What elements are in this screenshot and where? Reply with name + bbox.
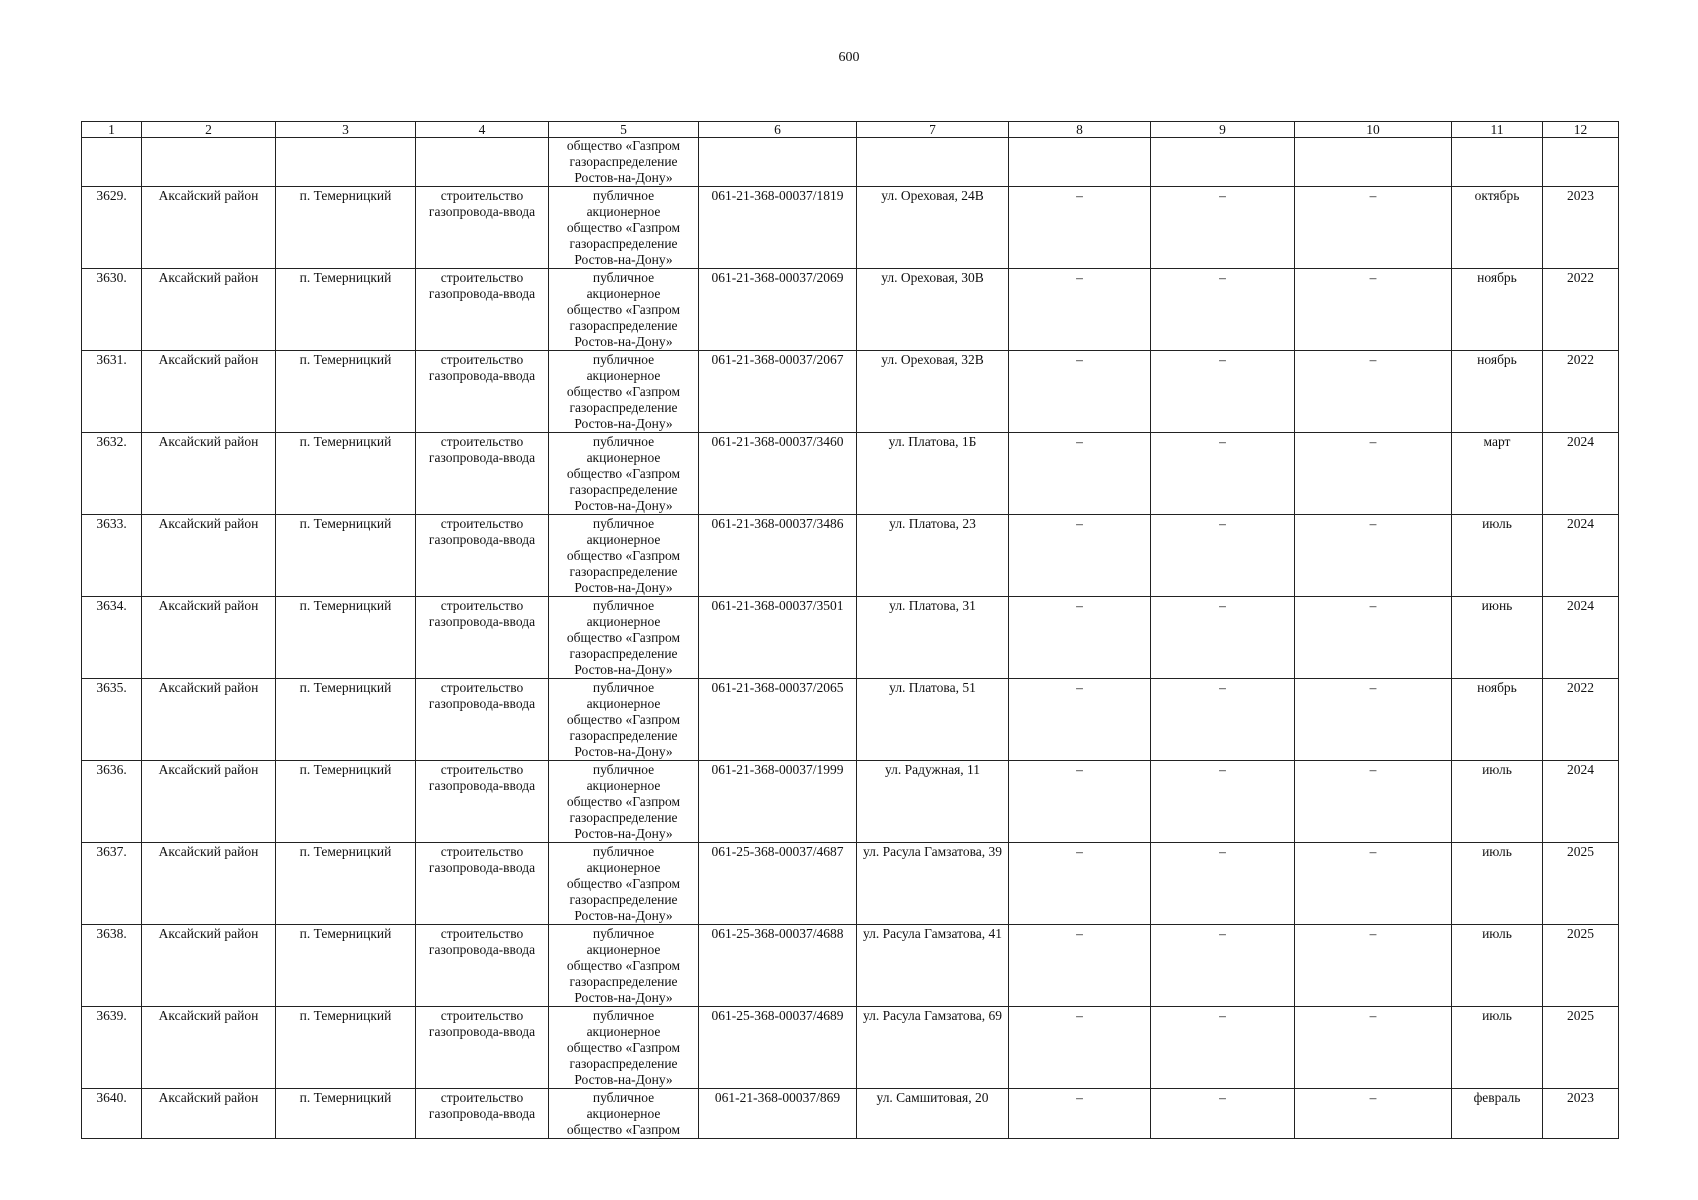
address-cell: ул. Ореховая, 30В	[857, 269, 1009, 351]
address-cell: ул. Расула Гамзатова, 41	[857, 925, 1009, 1007]
column-10-cell: –	[1295, 843, 1452, 925]
registry-code-cell: 061-25-368-00037/4687	[699, 843, 857, 925]
column-number-row	[82, 122, 1619, 138]
empty-cell	[276, 138, 416, 187]
column-header: 11	[1452, 122, 1543, 138]
organization-line: публичное	[592, 1008, 655, 1023]
registry-table	[81, 121, 1619, 1139]
organization-line: газораспределение	[569, 318, 678, 333]
column-10-cell: –	[1295, 761, 1452, 843]
settlement-cell: п. Темерницкий	[276, 597, 416, 679]
column-header: 1	[82, 122, 142, 138]
organization-line: публичное	[592, 188, 655, 203]
column-header: 3	[276, 122, 416, 138]
column-header: 7	[857, 122, 1009, 138]
settlement-cell: п. Темерницкий	[276, 269, 416, 351]
organization-line: общество «Газпром	[566, 384, 681, 399]
empty-cell	[1295, 138, 1452, 187]
column-header: 10	[1295, 122, 1452, 138]
work-type-cell: строительство газопровода-ввода	[416, 433, 549, 515]
column-10-cell: –	[1295, 1007, 1452, 1089]
column-8-cell: –	[1009, 597, 1151, 679]
page-number: 600	[838, 50, 860, 65]
month-cell: июль	[1452, 515, 1543, 597]
organization-cell	[549, 515, 699, 597]
organization-line: общество «Газпром	[566, 302, 681, 317]
settlement-cell: п. Темерницкий	[276, 1089, 416, 1139]
work-type-cell: строительство газопровода-ввода	[416, 351, 549, 433]
organization-line: газораспределение	[569, 564, 678, 579]
organization-cell	[549, 1007, 699, 1089]
column-10-cell: –	[1295, 187, 1452, 269]
organization-line: акционерное	[586, 450, 661, 465]
organization-line: Ростов-на-Дону»	[574, 416, 673, 431]
year-cell: 2024	[1543, 515, 1619, 597]
organization-line: газораспределение	[569, 892, 678, 907]
organization-cell	[549, 351, 699, 433]
column-9-cell: –	[1151, 1089, 1295, 1139]
column-10-cell: –	[1295, 269, 1452, 351]
organization-line: публичное	[592, 1090, 655, 1105]
organization-line: общество «Газпром	[566, 630, 681, 645]
column-10-cell: –	[1295, 515, 1452, 597]
organization-line: общество «Газпром	[566, 876, 681, 891]
organization-line: Ростов-на-Дону»	[574, 170, 673, 185]
address-cell: ул. Расула Гамзатова, 69	[857, 1007, 1009, 1089]
organization-cell	[549, 761, 699, 843]
organization-line: Ростов-на-Дону»	[574, 252, 673, 267]
column-header: 4	[416, 122, 549, 138]
column-9-cell: –	[1151, 1007, 1295, 1089]
column-header: 12	[1543, 122, 1619, 138]
organization-line: Ростов-на-Дону»	[574, 826, 673, 841]
work-type-cell: строительство газопровода-ввода	[416, 761, 549, 843]
organization-line: Ростов-на-Дону»	[574, 662, 673, 677]
registry-code-cell: 061-25-368-00037/4688	[699, 925, 857, 1007]
district-cell: Аксайский район	[142, 433, 276, 515]
district-cell: Аксайский район	[142, 187, 276, 269]
address-cell: ул. Ореховая, 32В	[857, 351, 1009, 433]
district-cell: Аксайский район	[142, 269, 276, 351]
month-cell: февраль	[1452, 1089, 1543, 1139]
column-9-cell: –	[1151, 269, 1295, 351]
organization-line: акционерное	[586, 286, 661, 301]
district-cell: Аксайский район	[142, 351, 276, 433]
empty-cell	[1151, 138, 1295, 187]
empty-cell	[142, 138, 276, 187]
district-cell: Аксайский район	[142, 843, 276, 925]
row-number-cell: 3640.	[82, 1089, 142, 1139]
row-number-cell: 3630.	[82, 269, 142, 351]
organization-line: газораспределение	[569, 236, 678, 251]
year-cell: 2023	[1543, 187, 1619, 269]
district-cell: Аксайский район	[142, 515, 276, 597]
registry-code-cell: 061-21-368-00037/3486	[699, 515, 857, 597]
organization-line: Ростов-на-Дону»	[574, 990, 673, 1005]
table-row	[82, 843, 1619, 925]
table-row	[82, 1007, 1619, 1089]
address-cell: ул. Самшитовая, 20	[857, 1089, 1009, 1139]
organization-line: публичное	[592, 680, 655, 695]
district-cell: Аксайский район	[142, 1007, 276, 1089]
month-cell: октябрь	[1452, 187, 1543, 269]
year-cell: 2022	[1543, 351, 1619, 433]
organization-line: газораспределение	[569, 974, 678, 989]
registry-code-cell: 061-21-368-00037/3460	[699, 433, 857, 515]
month-cell: ноябрь	[1452, 679, 1543, 761]
table-row	[82, 269, 1619, 351]
column-8-cell: –	[1009, 1007, 1151, 1089]
organization-cell	[549, 269, 699, 351]
organization-line: акционерное	[586, 1024, 661, 1039]
organization-line: Ростов-на-Дону»	[574, 580, 673, 595]
year-cell: 2024	[1543, 597, 1619, 679]
organization-line: Ростов-на-Дону»	[574, 1072, 673, 1087]
organization-line: акционерное	[586, 614, 661, 629]
organization-cell	[549, 138, 699, 187]
organization-line: Ростов-на-Дону»	[574, 498, 673, 513]
work-type-cell: строительство газопровода-ввода	[416, 843, 549, 925]
work-type-cell: строительство газопровода-ввода	[416, 515, 549, 597]
organization-line: общество «Газпром	[566, 712, 681, 727]
month-cell: июль	[1452, 1007, 1543, 1089]
column-10-cell: –	[1295, 1089, 1452, 1139]
column-8-cell: –	[1009, 679, 1151, 761]
row-number-cell: 3635.	[82, 679, 142, 761]
organization-cell	[549, 843, 699, 925]
row-number-cell: 3631.	[82, 351, 142, 433]
continuation-row	[82, 138, 1619, 187]
organization-cell	[549, 1089, 699, 1139]
table-row	[82, 351, 1619, 433]
column-8-cell: –	[1009, 925, 1151, 1007]
month-cell: ноябрь	[1452, 351, 1543, 433]
empty-cell	[1009, 138, 1151, 187]
settlement-cell: п. Темерницкий	[276, 761, 416, 843]
organization-line: Ростов-на-Дону»	[574, 908, 673, 923]
row-number-cell: 3633.	[82, 515, 142, 597]
table-row	[82, 597, 1619, 679]
column-9-cell: –	[1151, 843, 1295, 925]
column-9-cell: –	[1151, 187, 1295, 269]
empty-cell	[416, 138, 549, 187]
organization-line: газораспределение	[569, 646, 678, 661]
table-row	[82, 679, 1619, 761]
column-10-cell: –	[1295, 433, 1452, 515]
column-8-cell: –	[1009, 351, 1151, 433]
organization-line: Ростов-на-Дону»	[574, 334, 673, 349]
column-9-cell: –	[1151, 515, 1295, 597]
column-9-cell: –	[1151, 351, 1295, 433]
month-cell: март	[1452, 433, 1543, 515]
address-cell: ул. Платова, 23	[857, 515, 1009, 597]
year-cell: 2024	[1543, 761, 1619, 843]
table-row	[82, 761, 1619, 843]
settlement-cell: п. Темерницкий	[276, 433, 416, 515]
district-cell: Аксайский район	[142, 679, 276, 761]
district-cell: Аксайский район	[142, 761, 276, 843]
column-8-cell: –	[1009, 1089, 1151, 1139]
column-10-cell: –	[1295, 351, 1452, 433]
column-8-cell: –	[1009, 843, 1151, 925]
organization-line: общество «Газпром	[566, 1040, 681, 1055]
organization-line: общество «Газпром	[566, 466, 681, 481]
column-header: 8	[1009, 122, 1151, 138]
empty-cell	[82, 138, 142, 187]
registry-code-cell: 061-21-368-00037/1819	[699, 187, 857, 269]
month-cell: июль	[1452, 843, 1543, 925]
column-10-cell: –	[1295, 597, 1452, 679]
row-number-cell: 3637.	[82, 843, 142, 925]
column-9-cell: –	[1151, 925, 1295, 1007]
organization-line: публичное	[592, 352, 655, 367]
address-cell: ул. Платова, 31	[857, 597, 1009, 679]
year-cell: 2025	[1543, 1007, 1619, 1089]
month-cell: июль	[1452, 925, 1543, 1007]
organization-line: общество «Газпром	[566, 220, 681, 235]
registry-code-cell: 061-21-368-00037/869	[699, 1089, 857, 1139]
empty-cell	[699, 138, 857, 187]
column-8-cell: –	[1009, 433, 1151, 515]
row-number-cell: 3629.	[82, 187, 142, 269]
year-cell: 2025	[1543, 925, 1619, 1007]
column-header: 2	[142, 122, 276, 138]
settlement-cell: п. Темерницкий	[276, 843, 416, 925]
month-cell: июль	[1452, 761, 1543, 843]
district-cell: Аксайский район	[142, 597, 276, 679]
organization-line: общество «Газпром	[566, 548, 681, 563]
work-type-cell: строительство газопровода-ввода	[416, 925, 549, 1007]
organization-line: газораспределение	[569, 482, 678, 497]
organization-line: публичное	[592, 762, 655, 777]
organization-cell	[549, 679, 699, 761]
work-type-cell: строительство газопровода-ввода	[416, 269, 549, 351]
organization-line: газораспределение	[569, 1056, 678, 1071]
year-cell: 2023	[1543, 1089, 1619, 1139]
organization-line: общество «Газпром	[566, 138, 681, 153]
row-number-cell: 3634.	[82, 597, 142, 679]
work-type-cell: строительство газопровода-ввода	[416, 679, 549, 761]
organization-line: акционерное	[586, 778, 661, 793]
registry-code-cell: 061-21-368-00037/1999	[699, 761, 857, 843]
organization-line: публичное	[592, 598, 655, 613]
column-8-cell: –	[1009, 761, 1151, 843]
empty-cell	[1452, 138, 1543, 187]
column-8-cell: –	[1009, 515, 1151, 597]
column-10-cell: –	[1295, 925, 1452, 1007]
organization-line: газораспределение	[569, 400, 678, 415]
table-row	[82, 925, 1619, 1007]
year-cell: 2025	[1543, 843, 1619, 925]
column-9-cell: –	[1151, 761, 1295, 843]
column-header: 9	[1151, 122, 1295, 138]
work-type-cell: строительство газопровода-ввода	[416, 1007, 549, 1089]
registry-code-cell: 061-21-368-00037/3501	[699, 597, 857, 679]
organization-line: акционерное	[586, 532, 661, 547]
registry-code-cell: 061-25-368-00037/4689	[699, 1007, 857, 1089]
address-cell: ул. Радужная, 11	[857, 761, 1009, 843]
address-cell: ул. Платова, 1Б	[857, 433, 1009, 515]
settlement-cell: п. Темерницкий	[276, 351, 416, 433]
organization-cell	[549, 433, 699, 515]
organization-line: акционерное	[586, 942, 661, 957]
empty-cell	[857, 138, 1009, 187]
organization-line: газораспределение	[569, 154, 678, 169]
settlement-cell: п. Темерницкий	[276, 679, 416, 761]
organization-line: публичное	[592, 844, 655, 859]
month-cell: июнь	[1452, 597, 1543, 679]
column-header: 6	[699, 122, 857, 138]
registry-code-cell: 061-21-368-00037/2069	[699, 269, 857, 351]
column-8-cell: –	[1009, 269, 1151, 351]
organization-line: акционерное	[586, 696, 661, 711]
year-cell: 2024	[1543, 433, 1619, 515]
column-header: 5	[549, 122, 699, 138]
work-type-cell: строительство газопровода-ввода	[416, 1089, 549, 1139]
work-type-cell: строительство газопровода-ввода	[416, 597, 549, 679]
month-cell: ноябрь	[1452, 269, 1543, 351]
empty-cell	[1543, 138, 1619, 187]
address-cell: ул. Ореховая, 24В	[857, 187, 1009, 269]
row-number-cell: 3638.	[82, 925, 142, 1007]
settlement-cell: п. Темерницкий	[276, 1007, 416, 1089]
organization-line: газораспределение	[569, 810, 678, 825]
row-number-cell: 3639.	[82, 1007, 142, 1089]
address-cell: ул. Расула Гамзатова, 39	[857, 843, 1009, 925]
settlement-cell: п. Темерницкий	[276, 515, 416, 597]
settlement-cell: п. Темерницкий	[276, 925, 416, 1007]
column-9-cell: –	[1151, 433, 1295, 515]
address-cell: ул. Платова, 51	[857, 679, 1009, 761]
organization-line: акционерное	[586, 204, 661, 219]
year-cell: 2022	[1543, 679, 1619, 761]
district-cell: Аксайский район	[142, 1089, 276, 1139]
registry-code-cell: 061-21-368-00037/2067	[699, 351, 857, 433]
organization-line: общество «Газпром	[566, 794, 681, 809]
table-row	[82, 515, 1619, 597]
column-9-cell: –	[1151, 597, 1295, 679]
organization-line: публичное	[592, 516, 655, 531]
organization-line: публичное	[592, 926, 655, 941]
column-9-cell: –	[1151, 679, 1295, 761]
row-number-cell: 3632.	[82, 433, 142, 515]
organization-line: акционерное	[586, 368, 661, 383]
organization-line: акционерное	[586, 1106, 661, 1121]
table-row	[82, 433, 1619, 515]
organization-line: акционерное	[586, 860, 661, 875]
registry-code-cell: 061-21-368-00037/2065	[699, 679, 857, 761]
table-row	[82, 1089, 1619, 1139]
organization-cell	[549, 925, 699, 1007]
year-cell: 2022	[1543, 269, 1619, 351]
organization-line: публичное	[592, 270, 655, 285]
row-number-cell: 3636.	[82, 761, 142, 843]
organization-line: газораспределение	[569, 728, 678, 743]
column-10-cell: –	[1295, 679, 1452, 761]
settlement-cell: п. Темерницкий	[276, 187, 416, 269]
work-type-cell: строительство газопровода-ввода	[416, 187, 549, 269]
organization-line: Ростов-на-Дону»	[574, 744, 673, 759]
organization-line: общество «Газпром	[566, 1122, 681, 1137]
organization-cell	[549, 187, 699, 269]
organization-line: общество «Газпром	[566, 958, 681, 973]
column-8-cell: –	[1009, 187, 1151, 269]
organization-line: публичное	[592, 434, 655, 449]
organization-cell	[549, 597, 699, 679]
district-cell: Аксайский район	[142, 925, 276, 1007]
table-row	[82, 187, 1619, 269]
